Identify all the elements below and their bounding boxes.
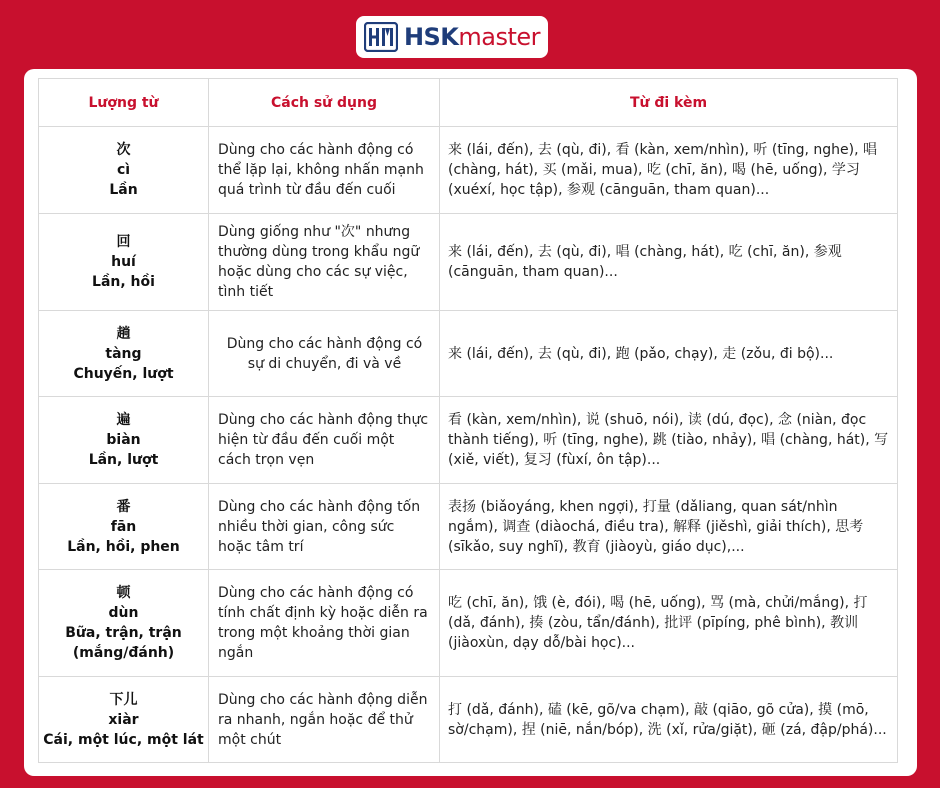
meaning: Lần, hồi, phen [67,538,180,555]
measure-word-cell [39,677,209,763]
usage-cell: Dùng giống như "次" nhưng thường dùng trong khẩu ngữ hoặc dùng cho các sự việc, tình tiết [209,214,440,311]
hanzi: 下儿 [109,691,138,708]
table-row [39,570,898,677]
pinyin: dùn [108,605,139,621]
table-row [39,311,898,397]
brand-wordmark [404,25,540,49]
usage-cell: Dùng cho các hành động thực hiện từ đầu đến cuối một cách trọn vẹn [209,397,440,484]
table-row [39,397,898,484]
hanzi: 顿 [116,585,131,601]
measure-word-cell [39,570,209,677]
usage-cell: Dùng cho các hành động diễn ra nhanh, ngắn hoặc để thử một chút [209,677,440,763]
table-row [39,214,898,311]
usage-cell: Dùng cho các hành động có sự di chuyển, đi và về [209,311,440,397]
examples-cell: 表扬 (biǎoyáng, khen ngợi), 打量 (dǎliang, quan sát/nhìn ngắm), 调查 (diàochá, điều tra), 解释 (jiěshì, giải thích), 思考 (sīkǎo, suy nghĩ), 教育 (jiàoyù, giáo dục),... [440,484,898,570]
hanzi: 回 [116,234,131,250]
examples-cell: 吃 (chī, ăn), 饿 (è, đói), 喝 (hē, uống), 骂 (mà, chửi/mắng), 打 (dǎ, đánh), 揍 (zòu, tẩn/đánh), 批评 (pīpíng, phê bình), 教训 (jiàoxùn, dạy dỗ/bài học)... [440,570,898,677]
usage-cell: Dùng cho các hành động tốn nhiều thời gian, công sức hoặc tâm trí [209,484,440,570]
usage-cell: Dùng cho các hành động có thể lặp lại, không nhấn mạnh quá trình từ đầu đến cuối [209,127,440,214]
examples-cell: 来 (lái, đến), 去 (qù, đi), 跑 (pǎo, chạy), 走 (zǒu, đi bộ)... [440,311,898,397]
measure-word-table [38,78,898,763]
meaning: Lần, hồi [92,274,155,290]
table-header-row [39,79,898,127]
meaning: Lần, lượt [88,452,159,468]
meaning: Cái, một lúc, một lát [43,731,204,748]
meaning: Chuyến, lượt [73,365,174,382]
hanzi: 遍 [116,412,131,428]
pinyin: xiàr [108,711,139,728]
header-measure-word: Lượng từ [39,79,209,127]
pinyin: fān [110,518,137,535]
table-row [39,484,898,570]
table-row [39,677,898,763]
brand-hsk: HSK [403,23,459,51]
hanzi: 次 [116,142,131,158]
usage-cell: Dùng cho các hành động có tính chất định kỳ hoặc diễn ra trong một khoảng thời gian ngắn [209,570,440,677]
brand-logo [356,16,548,58]
hsk-master-logo-icon [364,22,398,52]
pinyin: biàn [106,432,141,448]
header-collocations: Từ đi kèm [440,79,898,127]
hanzi: 番 [116,498,131,515]
examples-cell: 打 (dǎ, đánh), 磕 (kē, gõ/va chạm), 敲 (qiāo, gõ cửa), 摸 (mō, sờ/chạm), 捏 (niē, nắn/bóp), 洗 (xǐ, rửa/giặt), 砸 (zá, đập/phá)... [440,677,898,763]
measure-word-cell [39,397,209,484]
header-usage: Cách sử dụng [209,79,440,127]
brand-master: master [458,23,541,51]
content-card [24,69,917,776]
meaning: Bữa, trận, trận (mắng/đánh) [65,625,182,661]
measure-word-cell [39,214,209,311]
examples-cell: 看 (kàn, xem/nhìn), 说 (shuō, nói), 读 (dú, đọc), 念 (niàn, đọc thành tiếng), 听 (tīng, nghe), 跳 (tiào, nhảy), 唱 (chàng, hát), 写 (xiě, viết), 复习 (fùxí, ôn tập)... [440,397,898,484]
table-row [39,127,898,214]
meaning: Lần [109,182,138,198]
measure-word-cell [39,127,209,214]
examples-cell: 来 (lái, đến), 去 (qù, đi), 看 (kàn, xem/nhìn), 听 (tīng, nghe), 唱 (chàng, hát), 买 (mǎi, mua), 吃 (chī, ăn), 喝 (hē, uống), 学习 (xuéxí, học tập), 参观 (cānguān, tham quan)... [440,127,898,214]
pinyin: cì [116,162,131,178]
measure-word-cell [39,311,209,397]
pinyin: huí [111,254,136,270]
hanzi: 趟 [116,325,131,342]
measure-word-cell [39,484,209,570]
examples-cell: 来 (lái, đến), 去 (qù, đi), 唱 (chàng, hát), 吃 (chī, ăn), 参观 (cānguān, tham quan)... [440,214,898,311]
pinyin: tàng [105,345,142,362]
